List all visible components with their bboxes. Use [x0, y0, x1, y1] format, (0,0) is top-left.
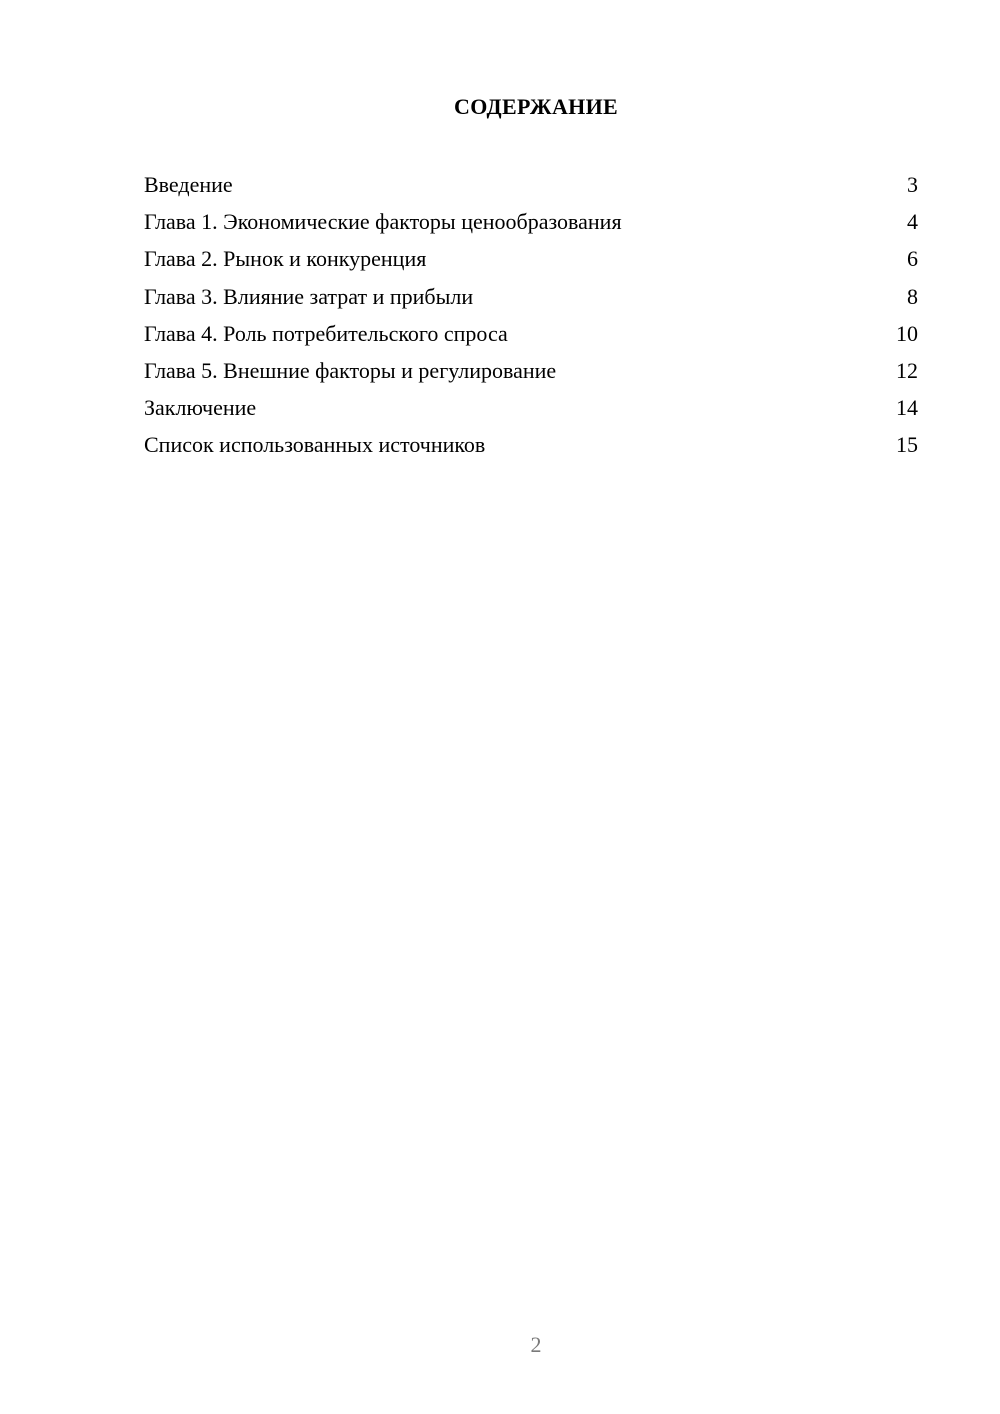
toc-entry-page-number: 15 — [896, 432, 918, 458]
toc-entry-conclusion — [144, 391, 918, 428]
toc-entry-page-number: 12 — [896, 357, 918, 383]
toc-entry-page-number: 4 — [907, 209, 918, 235]
toc-entry-page-number: 6 — [907, 246, 918, 272]
toc-entry-chapter-4 — [144, 317, 918, 354]
toc-entry-title: Глава 5. Внешние факторы и регулирование — [144, 357, 557, 383]
toc-heading: СОДЕРЖАНИЕ — [454, 94, 618, 119]
toc-entry-references — [144, 428, 918, 465]
toc-entry-page-number: 8 — [907, 283, 918, 309]
toc-entry-title: Глава 3. Влияние затрат и прибыли — [144, 283, 474, 309]
toc-entry-title: Заключение — [144, 395, 257, 421]
toc-entry-title: Глава 1. Экономические факторы ценообразования — [144, 209, 622, 235]
toc-entry-page-number: 14 — [896, 395, 918, 421]
toc-entry-title: Глава 2. Рынок и конкуренция — [144, 246, 427, 272]
toc-entry-chapter-3 — [144, 280, 918, 317]
toc-entry-chapter-2 — [144, 242, 918, 279]
toc-entry-introduction — [144, 168, 918, 205]
toc-entry-title: Введение — [144, 172, 233, 197]
toc-list — [144, 168, 918, 466]
toc-entry-chapter-5 — [144, 354, 918, 391]
toc-entry-page-number: 10 — [896, 320, 918, 346]
toc-entry-title: Список использованных источников — [144, 432, 486, 458]
toc-entry-chapter-1 — [144, 205, 918, 242]
page-number: 2 — [530, 1332, 542, 1357]
toc-entry-title: Глава 4. Роль потребительского спроса — [144, 320, 508, 346]
toc-entry-page-number: 3 — [907, 172, 918, 197]
